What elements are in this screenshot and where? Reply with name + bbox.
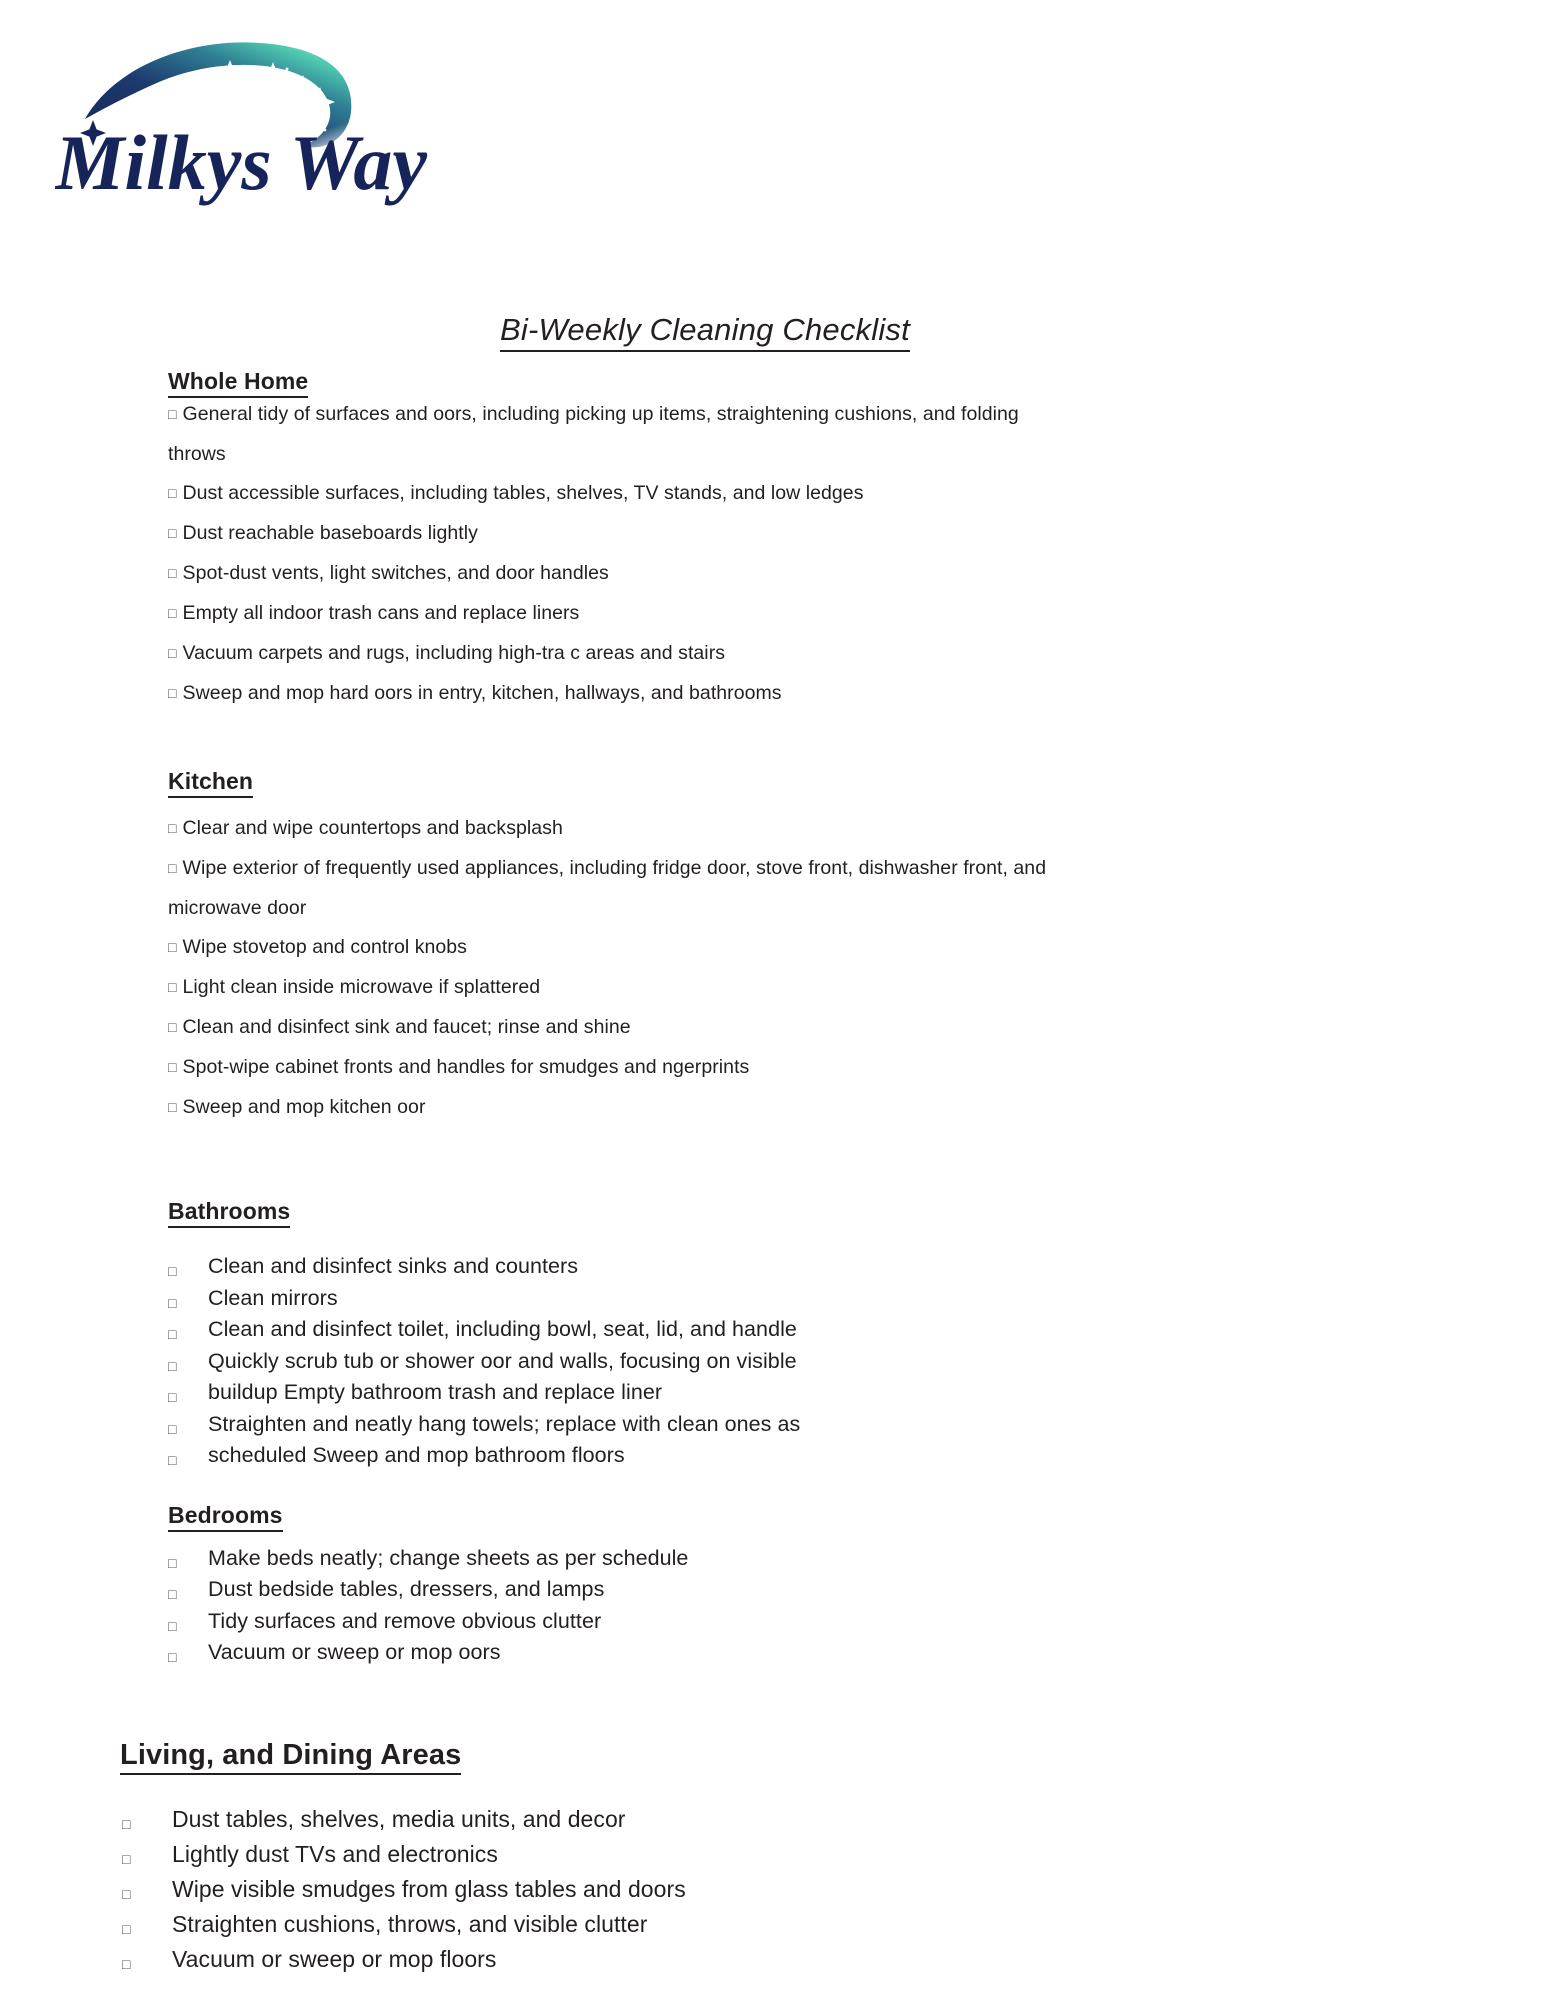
- section-heading-kitchen: Kitchen: [168, 768, 1398, 795]
- checklist-whole-home: [168, 395, 1398, 714]
- checkbox-icon[interactable]: □: [168, 1294, 177, 1311]
- list-item-label: Spot-wipe cabinet fronts and handles for smudges and ngerprints: [182, 1056, 750, 1078]
- spacer: [168, 1225, 1398, 1251]
- list-item-label: Vacuum carpets and rugs, including high-tra c areas and stairs: [182, 642, 726, 664]
- checklist-body: [120, 368, 1398, 1977]
- list-item[interactable]: [168, 1637, 1398, 1669]
- list-item[interactable]: [122, 1802, 1398, 1837]
- list-item[interactable]: [168, 968, 1073, 1008]
- list-item[interactable]: [168, 1543, 1398, 1575]
- list-item[interactable]: [168, 514, 1073, 554]
- checkbox-icon[interactable]: □: [168, 605, 177, 621]
- list-item-label: General tidy of surfaces and oors, including picking up items, straightening cushions, and folding throws: [168, 403, 1019, 465]
- checkbox-icon[interactable]: □: [168, 1554, 177, 1571]
- list-item-label: Clean and disinfect toilet, including bowl, seat, lid, and handle: [208, 1317, 797, 1341]
- section-heading-bathrooms: Bathrooms: [168, 1198, 1398, 1225]
- checkbox-icon[interactable]: □: [168, 1263, 177, 1279]
- spacer: [168, 714, 1398, 768]
- list-item[interactable]: [168, 1008, 1073, 1048]
- checklist-living-dining: [122, 1802, 1398, 1977]
- checkbox-icon[interactable]: □: [122, 1920, 131, 1937]
- list-item[interactable]: [122, 1837, 1398, 1872]
- spacer: [168, 1529, 1398, 1543]
- checkbox-icon[interactable]: □: [122, 1815, 131, 1832]
- checkbox-icon[interactable]: □: [168, 1586, 177, 1602]
- spacer: [168, 1669, 1398, 1739]
- checkbox-icon[interactable]: □: [168, 525, 177, 541]
- list-item-label: Sweep and mop hard oors in entry, kitchen, hallways, and bathrooms: [182, 682, 782, 704]
- list-item[interactable]: [168, 395, 1073, 474]
- checkbox-icon[interactable]: □: [168, 1019, 177, 1035]
- checkbox-icon[interactable]: □: [168, 939, 177, 955]
- list-item[interactable]: [168, 849, 1073, 928]
- list-item[interactable]: [168, 1574, 1398, 1606]
- list-item[interactable]: [168, 634, 1073, 674]
- checkbox-icon[interactable]: □: [168, 1357, 177, 1374]
- list-item[interactable]: [168, 594, 1073, 634]
- list-item-label: Lightly dust TVs and electronics: [172, 1840, 498, 1867]
- list-item[interactable]: [168, 928, 1073, 968]
- list-item[interactable]: [122, 1942, 1398, 1977]
- page-title: [0, 312, 1410, 348]
- list-item[interactable]: [168, 809, 1073, 849]
- list-item-label: Dust reachable baseboards lightly: [182, 522, 478, 544]
- list-item-label: Vacuum or sweep or mop oors: [208, 1640, 501, 1664]
- list-item-label: Dust tables, shelves, media units, and decor: [172, 1805, 626, 1832]
- checklist-kitchen: [168, 809, 1398, 1128]
- list-item[interactable]: [122, 1907, 1398, 1942]
- brand-wordmark: Milkys Way: [55, 119, 427, 206]
- list-item-label: Wipe visible smudges from glass tables and doors: [172, 1875, 686, 1902]
- checkbox-icon[interactable]: □: [168, 860, 177, 876]
- list-item[interactable]: [168, 1346, 1398, 1378]
- checkbox-icon[interactable]: □: [168, 406, 177, 422]
- list-item-label: Wipe exterior of frequently used appliances, including fridge door, stove front, dishwasher front, and microwave door: [168, 857, 1047, 919]
- spacer: [168, 795, 1398, 809]
- checkbox-icon[interactable]: □: [168, 565, 177, 581]
- list-item-label: buildup Empty bathroom trash and replace liner: [208, 1380, 663, 1404]
- list-item-label: Dust accessible surfaces, including tables, shelves, TV stands, and low ledges: [182, 482, 864, 504]
- list-item-label: Make beds neatly; change sheets as per schedule: [208, 1545, 689, 1570]
- list-item-label: Tidy surfaces and remove obvious clutter: [208, 1608, 602, 1633]
- list-item-label: Clear and wipe countertops and backsplash: [182, 817, 563, 839]
- list-item[interactable]: [168, 674, 1073, 714]
- checklist-bathrooms: [168, 1251, 1398, 1472]
- spacer: [168, 1472, 1398, 1502]
- list-item[interactable]: [168, 1283, 1398, 1315]
- checkbox-icon[interactable]: □: [122, 1885, 131, 1902]
- comet-logo-graphic: [55, 34, 455, 209]
- checkbox-icon[interactable]: □: [168, 645, 177, 661]
- spacer: [168, 1128, 1398, 1198]
- list-item-label: Quickly scrub tub or shower oor and walls, focusing on visible: [208, 1348, 797, 1373]
- list-item[interactable]: [168, 1409, 1398, 1441]
- list-item[interactable]: [168, 1377, 1398, 1409]
- spacer: [168, 1772, 1398, 1802]
- list-item-label: Straighten and neatly hang towels; replace with clean ones as: [208, 1411, 801, 1436]
- checkbox-icon[interactable]: □: [168, 1452, 177, 1468]
- list-item[interactable]: [168, 1440, 1398, 1472]
- list-item-label: Empty all indoor trash cans and replace liners: [182, 602, 580, 624]
- list-item[interactable]: [122, 1872, 1398, 1907]
- list-item-label: Light clean inside microwave if splattered: [182, 976, 541, 998]
- list-item-label: Spot-dust vents, light switches, and door handles: [182, 562, 609, 584]
- list-item[interactable]: [168, 1314, 1398, 1346]
- checkbox-icon[interactable]: □: [168, 1420, 177, 1437]
- checkbox-icon[interactable]: □: [168, 1326, 177, 1342]
- list-item-label: Clean and disinfect sinks and counters: [208, 1254, 579, 1278]
- list-item[interactable]: [168, 1088, 1073, 1128]
- checkbox-icon[interactable]: □: [168, 1649, 177, 1665]
- section-heading-whole-home: Whole Home: [168, 368, 1398, 395]
- list-item-label: Sweep and mop kitchen oor: [182, 1096, 426, 1118]
- checkbox-icon[interactable]: □: [168, 1617, 177, 1634]
- list-item-label: Clean mirrors: [208, 1285, 338, 1310]
- section-heading-living-dining: Living, and Dining Areas: [120, 1739, 1398, 1772]
- list-item-label: scheduled Sweep and mop bathroom floors: [208, 1443, 625, 1467]
- list-item[interactable]: [168, 1048, 1073, 1088]
- checkbox-icon[interactable]: □: [168, 1389, 177, 1405]
- checkbox-icon[interactable]: □: [168, 979, 177, 995]
- list-item[interactable]: [168, 474, 1073, 514]
- list-item-label: Straighten cushions, throws, and visible clutter: [172, 1910, 648, 1937]
- list-item-label: Clean and disinfect sink and faucet; rinse and shine: [182, 1016, 631, 1038]
- list-item[interactable]: [168, 1606, 1398, 1638]
- brand-logo: [55, 34, 455, 209]
- checkbox-icon[interactable]: □: [168, 1099, 177, 1115]
- list-item[interactable]: [168, 1251, 1398, 1283]
- page-title-text: Bi-Weekly Cleaning Checklist: [500, 312, 910, 352]
- list-item-label: Dust bedside tables, dressers, and lamps: [208, 1577, 605, 1601]
- checkbox-icon[interactable]: □: [168, 820, 177, 836]
- checkbox-icon[interactable]: □: [122, 1850, 131, 1867]
- checkbox-icon[interactable]: □: [168, 485, 177, 501]
- checklist-bedrooms: [168, 1543, 1398, 1669]
- list-item-label: Wipe stovetop and control knobs: [182, 936, 467, 958]
- checkbox-icon[interactable]: □: [168, 685, 177, 701]
- section-heading-bedrooms: Bedrooms: [168, 1502, 1398, 1529]
- list-item-label: Vacuum or sweep or mop floors: [172, 1945, 497, 1972]
- list-item[interactable]: [168, 554, 1073, 594]
- checkbox-icon[interactable]: □: [122, 1955, 131, 1972]
- checkbox-icon[interactable]: □: [168, 1059, 177, 1075]
